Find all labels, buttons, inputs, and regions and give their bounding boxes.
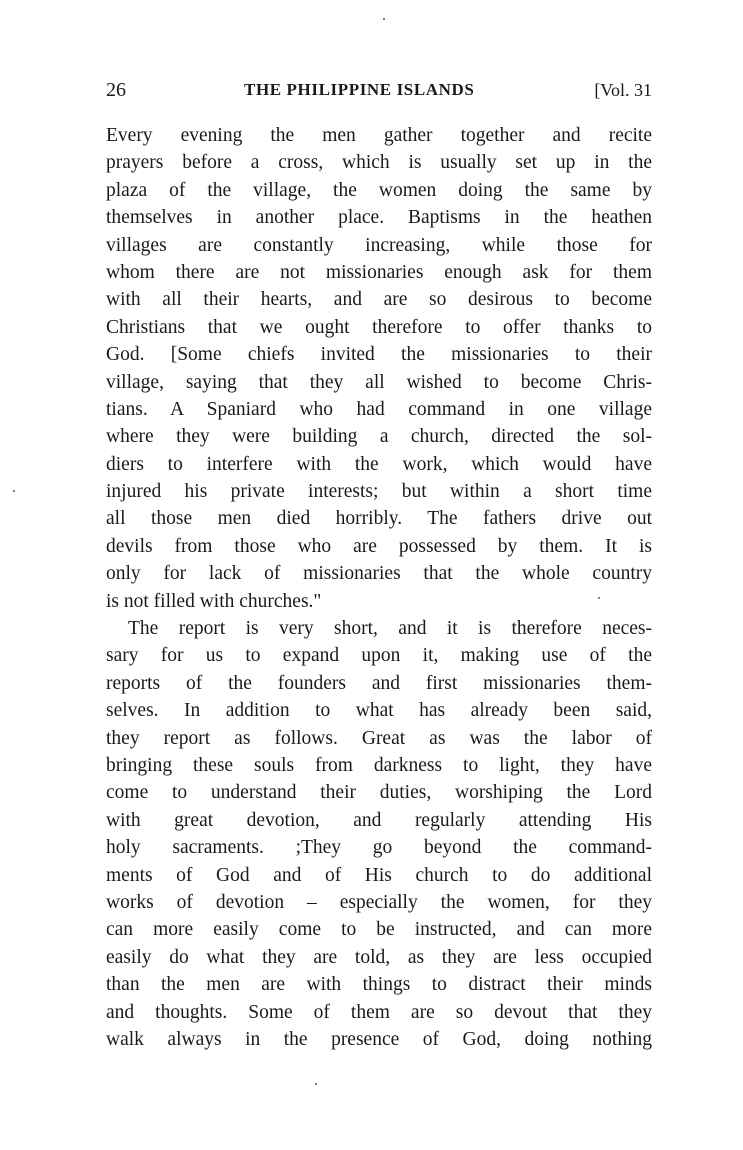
running-title: THE PHILIPPINE ISLANDS — [244, 80, 475, 99]
text-line: whom there are not missionaries enough ask for them — [106, 261, 652, 283]
text-line: bringing these souls from darkness to light, they have — [106, 754, 652, 776]
text-line: villages are constantly increasing, while those for — [106, 234, 652, 256]
text-line: and thoughts. Some of them are so devout that they — [106, 1001, 652, 1023]
text-line: they report as follows. Great as was the labor of — [106, 727, 652, 749]
text-line: injured his private interests; but within a short time — [106, 481, 652, 503]
paragraph — [106, 615, 652, 1053]
text-line: themselves in another place. Baptisms in the heathen — [106, 207, 652, 229]
text-line: diers to interfere with the work, which would have — [106, 453, 652, 475]
scan-speck — [598, 597, 600, 599]
text-line: is not filled with churches." — [106, 590, 322, 612]
text-line: Every evening the men gather together and recite — [106, 125, 652, 146]
text-line: ments of God and of His church to do additional — [106, 864, 652, 886]
scan-speck — [315, 1083, 317, 1085]
text-line: plaza of the village, the women doing the same by — [106, 179, 652, 201]
scan-speck — [13, 490, 15, 492]
text-line: tians. A Spaniard who had command in one village — [106, 398, 652, 420]
paragraph — [106, 122, 652, 615]
text-line: devils from those who are possessed by them. It is — [106, 535, 652, 557]
text-line: only for lack of missionaries that the whole country — [106, 563, 652, 585]
running-head — [106, 76, 652, 104]
text-line: holy sacraments. ;They go beyond the command- — [106, 837, 652, 859]
text-line: easily do what they are told, as they are less occupied — [106, 946, 652, 968]
text-line: selves. In addition to what has already been said, — [106, 700, 652, 722]
text-line: sary for us to expand upon it, making use of the — [106, 645, 652, 667]
body-text — [106, 122, 652, 1053]
text-line: with all their hearts, and are so desirous to become — [106, 289, 652, 311]
volume-reference: [Vol. 31 — [594, 80, 652, 100]
text-line: village, saying that they all wished to become Chris- — [106, 371, 652, 393]
text-line: where they were building a church, directed the sol- — [106, 426, 652, 448]
text-line: with great devotion, and regularly attending His — [106, 809, 652, 831]
text-line: walk always in the presence of God, doing nothing — [106, 1028, 652, 1050]
text-line: all those men died horribly. The fathers drive out — [106, 508, 652, 530]
text-line: prayers before a cross, which is usually set up in the — [106, 152, 652, 174]
text-line: The report is very short, and it is therefore neces- — [128, 618, 652, 640]
page-number: 26 — [106, 79, 126, 101]
text-line: come to understand their duties, worshiping the Lord — [106, 782, 652, 804]
text-line: God. [Some chiefs invited the missionaries to their — [106, 344, 652, 366]
text-line: works of devotion – especially the women, for they — [106, 891, 652, 913]
text-line: than the men are with things to distract their minds — [106, 974, 652, 996]
text-line: can more easily come to be instructed, and can more — [106, 919, 652, 941]
scan-speck — [383, 18, 385, 20]
text-line: Christians that we ought therefore to offer thanks to — [106, 316, 652, 338]
text-line: reports of the founders and first missionaries them- — [106, 672, 652, 694]
